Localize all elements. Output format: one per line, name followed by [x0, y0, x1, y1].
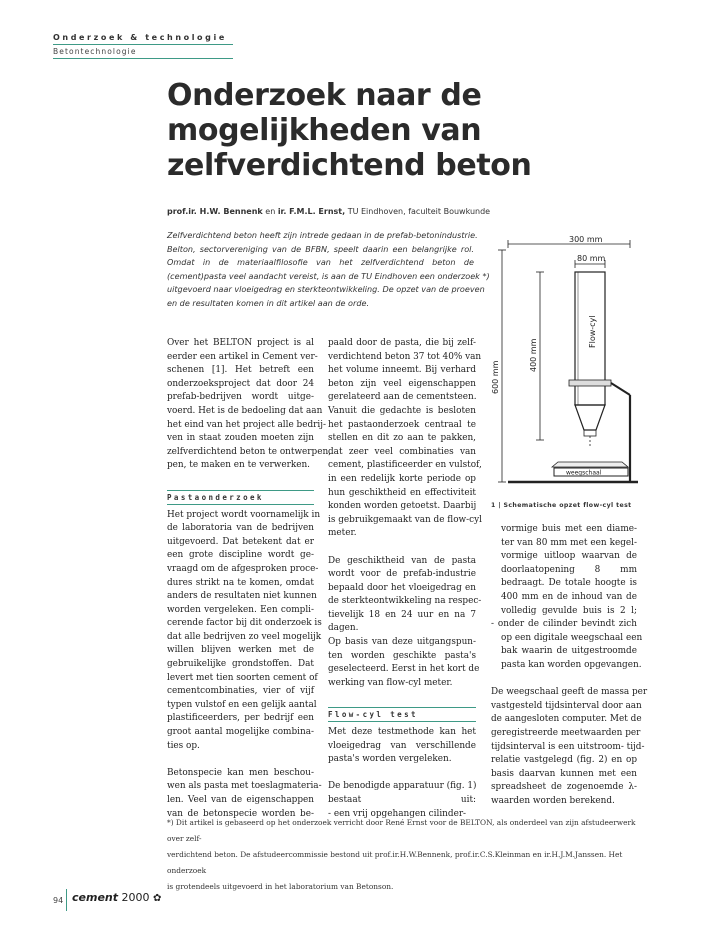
dim-400-label: 400 mm [529, 338, 538, 372]
text-line: eerder een artikel in Cement ver- [167, 351, 318, 362]
page-number: 94 [53, 896, 64, 905]
section-heading: Pastaonderzoek [167, 490, 314, 505]
footer-rule [66, 889, 67, 911]
text-line: zelfverdichtend beton te ontwerpen, [167, 446, 332, 457]
text-line: vormige buis met een diame- [501, 524, 637, 534]
text-line: worden vergeleken. Een compli- [167, 604, 314, 615]
text-line: tijdsinterval is een uitstroom- tijd- [491, 741, 645, 752]
text-line: meter. [328, 528, 357, 539]
text-line: hun geschiktheid en effectiviteit [328, 487, 476, 498]
text-line: vloeigedrag van verschillende [328, 740, 476, 751]
text-line: in een redelijk korte periode op [328, 473, 476, 484]
text-line: cerende factor bij dit onderzoek is [167, 618, 322, 629]
intro-line: Belton, sectorvereniging van de BFBN, speelt daarin een belangrijke rol. [167, 243, 474, 254]
text-line: len. Veel van de eigenschappen [167, 795, 314, 805]
subsection-kicker: Betontechnologie [53, 47, 137, 56]
text-line: werking van flow-cyl meter. [328, 677, 453, 688]
text-line: wen als pasta met toeslagmateria- [167, 781, 322, 792]
paragraph-gap [167, 473, 314, 487]
text-line: vraagd om de afgesproken proce- [167, 563, 319, 574]
article-title [167, 78, 587, 183]
text-line: schenen [1]. Het betreft een [167, 365, 314, 376]
text-line: De geschiktheid van de pasta [328, 555, 476, 566]
intro-line: en de resultaten komen in dit artikel aan de orde. [167, 297, 370, 308]
text-line: gebruikelijke grondstoffen. Dat [167, 659, 314, 670]
text-line: Betonspecie kan men beschou- [167, 767, 314, 778]
text-line: groot aantal mogelijke combina- [167, 727, 314, 738]
paragraph-gap [328, 541, 476, 555]
text-line: bak waarin de uitgestroomde [501, 646, 637, 657]
text-line: vastgesteld tijdsinterval door aan [491, 700, 642, 711]
text-line: verdichtend beton 37 tot 40% van [328, 351, 482, 362]
text-line: anders de resultaten niet kunnen [167, 591, 317, 602]
text-line: onderzoeksproject dat door 24 [167, 378, 314, 389]
intro-line: (cement)pasta veel aandacht vereist, is aan de TU Eindhoven een onderzoek *) [167, 270, 490, 281]
title-line: mogelijkheden van [167, 113, 482, 148]
author-2: ir. F.M.L. Ernst, [277, 207, 346, 216]
text-line: uitgevoerd. Dat betekent dat er [167, 536, 314, 547]
text-line: pasta kan worden opgevangen. [501, 659, 642, 670]
text-line: basis daarvan kunnen met een [491, 768, 637, 779]
cone-shape [575, 405, 605, 430]
text-line: ten worden geschikte pasta's [328, 650, 476, 661]
text-line: van de betonspecie worden be- [167, 808, 314, 819]
column-2 [328, 337, 482, 821]
flow-cyl-figure [480, 230, 640, 498]
text-line: beton zijn veel eigenschappen [328, 378, 476, 389]
text-line: de sterkteontwikkeling na respec- [328, 596, 482, 607]
footnote-line: is grotendeels uitgevoerd in het laboratorium van Betonson. [167, 882, 394, 891]
dim-300-label: 300 mm [569, 235, 603, 244]
text-line: tievelijk 18 en 24 uur en na 7 [328, 609, 476, 620]
footnote-line: *) Dit artikel is gebaseerd op het onderzoek verricht door René Ernst voor de BELTON, als onderdeel van zijn afstudeerwerk over zelf- [167, 818, 636, 843]
text-line: cement, plastificeerder en vulstof, [328, 460, 482, 471]
text-line: geselecteerd. Eerst in het kort de [328, 664, 480, 675]
text-line: bestaat uit: [328, 795, 476, 805]
text-line: dat alle bedrijven zo veel mogelijk [167, 631, 322, 642]
text-line: geregistreerde meetwaarden per [491, 727, 641, 738]
paragraph-gap [167, 753, 314, 767]
text-line: relatie vastgelegd (fig. 2) en op [491, 755, 637, 766]
section-heading: Flow-cyl test [328, 707, 476, 722]
paragraph-gap [328, 767, 476, 781]
section-kicker: Onderzoek & technologie [53, 33, 227, 42]
text-line: dagen. [328, 623, 359, 634]
text-line: de laboratoria van de bedrijven [167, 523, 314, 534]
text-line: de aangesloten computer. Met de [491, 714, 642, 725]
text-line: het pastaonderzoek centraal te [328, 419, 476, 430]
text-line: bedraagt. De totale hoogte is [501, 578, 637, 589]
cylinder-label: Flow-cyl [588, 315, 597, 348]
intro-paragraph [167, 229, 490, 311]
text-line: pen, te maken en te verwerken. [167, 460, 311, 471]
paragraph-gap [328, 690, 476, 704]
text-line: - onder de cilinder bevindt zich [491, 619, 637, 630]
text-line: volledig gevulde buis is 2 l; [501, 605, 637, 616]
footnote-line: verdichtend beton. De afstudeercommissie bestond uit prof.ir.H.W.Bennenk, prof.ir.C.S.Kleinman en ir.H.J.M.Janssen. Het onderzoek [167, 850, 623, 875]
text-line: dat zeer veel combinaties van [328, 446, 476, 457]
text-line: levert met tien soorten cement of [167, 672, 318, 683]
column-1 [167, 337, 332, 821]
text-line: prefab-bedrijven wordt uitge- [167, 392, 314, 403]
text-line: voerd. Het is de bedoeling dat aan [167, 405, 323, 416]
text-line: willen blijven werken met de [167, 645, 314, 656]
footnote [167, 815, 639, 895]
column-3 [491, 523, 648, 808]
text-line: Het project wordt voornamelijk in [167, 509, 321, 520]
scale-bowl [552, 462, 628, 467]
text-line: op een digitale weegschaal een [501, 632, 643, 643]
text-line: ter van 80 mm met een kegel- [501, 537, 637, 548]
text-line: Met deze testmethode kan het [328, 727, 476, 738]
author-1: prof.ir. H.W. Bennenk [167, 207, 263, 216]
text-line: ven in staat zouden moeten zijn [167, 433, 314, 444]
text-line: stellen en dit zo aan te pakken, [328, 433, 476, 444]
text-line: De benodigde apparatuur (fig. 1) [328, 781, 477, 792]
text-line: - een vrij opgehangen cilinder- [328, 808, 467, 819]
magazine-name [72, 891, 161, 904]
text-line: gerelateerd aan de cementsteen. [328, 392, 477, 403]
text-line: ties op. [167, 740, 200, 751]
affiliation: TU Eindhoven, faculteit Bouwkunde [347, 207, 491, 216]
text-line: een grote discipline wordt ge- [167, 550, 314, 561]
text-line: Vanuit die gedachte is besloten [328, 405, 476, 416]
text-line: konden worden getoetst. Daarbij [328, 501, 477, 512]
text-line: bepaald door het vloeigedrag en [328, 582, 476, 593]
subheader-rule [53, 58, 233, 59]
intro-line: uitgevoerd naar vloeigedrag en sterkteontwikkeling. De opzet van de proeven [167, 284, 485, 295]
dim-600-label: 600 mm [491, 360, 500, 394]
text-line: het volume inneemt. Bij verhard [328, 365, 476, 376]
text-line: doorlaatopening 8 mm [501, 564, 637, 575]
text-line: vormige uitloop waarvan de [501, 551, 637, 562]
byline-conj: en [265, 207, 276, 216]
intro-line: Zelfverdichtend beton heeft zijn intrede gedaan in de prefab-betonindustrie. [167, 230, 478, 240]
text-line: het eind van het project alle bedrij- [167, 419, 326, 430]
text-line: paald door de pasta, die bij zelf- [328, 338, 476, 348]
text-line: De weegschaal geeft de massa per [491, 687, 648, 698]
text-line: pasta's worden vergeleken. [328, 754, 452, 765]
text-line: spreadsheet de zogenoemde λ- [491, 782, 637, 793]
text-line: plastificeerders, per bedrijf een [167, 713, 314, 724]
scale-label: weegschaal [566, 469, 602, 477]
text-line: typen vulstof en een gelijk aantal [167, 699, 317, 710]
title-line: zelfverdichtend beton [167, 148, 532, 183]
text-line: dures strikt na te komen, omdat [167, 577, 314, 588]
dim-80-label: 80 mm [577, 254, 606, 263]
text-line: wordt voor de prefab-industrie [328, 569, 476, 580]
text-line: Over het BELTON project is al [167, 338, 314, 348]
paragraph-gap [491, 673, 637, 687]
magazine-year: 2000 [121, 891, 150, 904]
intro-line: Omdat in de materiaalfilosofie van het zelfverdichtend beton de [167, 257, 474, 268]
text-line: waarden worden berekend. [491, 795, 615, 806]
figure-caption: 1 | Schematische opzet flow-cyl test [491, 502, 632, 509]
header-rule [53, 44, 233, 45]
title-line: Onderzoek naar de [167, 78, 482, 113]
text-line: 400 mm en de inhoud van de [501, 591, 637, 602]
flower-icon: ✿ [153, 893, 162, 904]
byline [167, 207, 647, 216]
text-line: Op basis van deze uitgangspun- [328, 637, 476, 648]
text-line: cementcombinaties, vier of vijf [167, 686, 314, 697]
text-line: is gebruikgemaakt van de flow-cyl [328, 514, 482, 525]
magazine-title: cement [72, 891, 118, 904]
